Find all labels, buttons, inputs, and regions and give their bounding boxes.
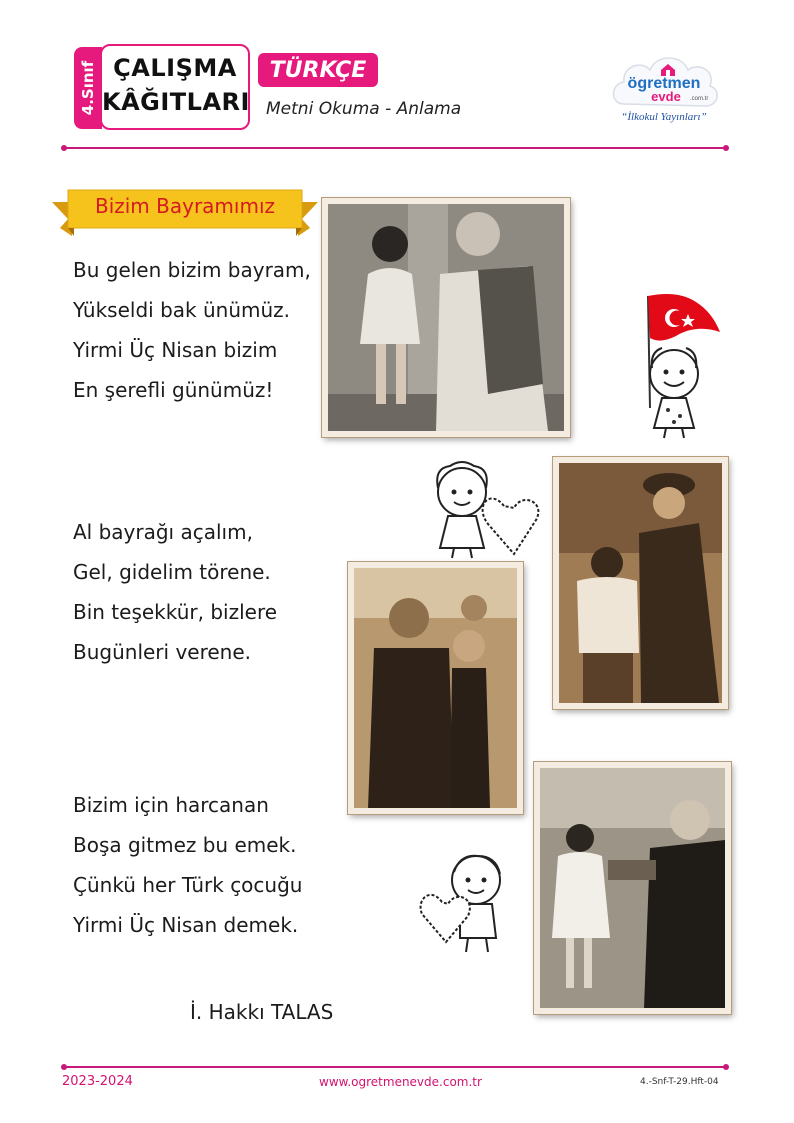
- poem-line: Gel, gidelim törene.: [73, 560, 271, 584]
- poem-line: Bu gelen bizim bayram,: [73, 258, 311, 282]
- poem-line: Yükseldi bak ünümüz.: [73, 298, 291, 322]
- worksheet-title-box: [100, 44, 250, 130]
- stanza-3: [73, 785, 302, 945]
- poem-title: Bizim Bayramımız: [94, 194, 276, 218]
- photo-leader-with-child: [553, 457, 728, 709]
- grade-label: 4.Sınıf: [79, 60, 97, 116]
- footer-year: 2023-2024: [62, 1074, 133, 1089]
- photo-girl-with-gift: [534, 762, 731, 1014]
- title-line-2: KÂĞITLARI: [102, 88, 250, 116]
- stanza-1: [73, 250, 311, 410]
- header-rule: [64, 147, 726, 149]
- stanza-2: [73, 512, 277, 672]
- footer-dot-right: [723, 1064, 729, 1070]
- girl-with-heart-icon: [418, 458, 546, 563]
- rule-dot-right: [723, 145, 729, 151]
- girl-with-flag-icon: [636, 288, 728, 443]
- vintage-photo-icon: [540, 768, 725, 1008]
- poem-line: Boşa gitmez bu emek.: [73, 833, 297, 857]
- cloud-logo-icon: [606, 48, 724, 130]
- svg-text:“İlkokul Yayınları”: “İlkokul Yayınları”: [621, 111, 707, 123]
- poem-line: Al bayrağı açalım,: [73, 520, 253, 544]
- footer-url[interactable]: www.ogretmenevde.com.tr: [319, 1075, 482, 1089]
- photo-leader-with-boy: [348, 562, 523, 814]
- poem-author: İ. Hakkı TALAS: [190, 1000, 334, 1024]
- poem-line: Bugünleri verene.: [73, 640, 252, 664]
- vintage-photo-icon: [559, 463, 722, 703]
- svg-text:.com.tr: .com.tr: [690, 96, 709, 102]
- footer-code: 4.-Snf-T-29.Hft-04: [640, 1077, 719, 1087]
- photo-girl-with-leader: [322, 198, 570, 437]
- vintage-photo-icon: [328, 204, 564, 431]
- footer-rule: [64, 1066, 726, 1068]
- topic-subtitle: Metni Okuma - Anlama: [266, 99, 462, 119]
- poem-line: Bin teşekkür, bizlere: [73, 600, 278, 624]
- grade-tab: [74, 47, 102, 129]
- boy-with-heart-icon: [416, 850, 516, 956]
- vintage-photo-icon: [354, 568, 517, 808]
- poem-line: Yirmi Üç Nisan demek.: [73, 913, 299, 937]
- title-line-1: ÇALIŞMA: [113, 54, 237, 82]
- subject-badge: TÜRKÇE: [258, 53, 378, 87]
- svg-text:evde: evde: [651, 89, 681, 104]
- poem-line: Yirmi Üç Nisan bizim: [73, 338, 278, 362]
- poem-line: En şerefli günümüz!: [73, 378, 274, 402]
- poem-line: Bizim için harcanan: [73, 793, 269, 817]
- poem-line: Çünkü her Türk çocuğu: [73, 873, 303, 897]
- publisher-logo: [606, 48, 724, 130]
- svg-text:ögretmen: ögretmen: [627, 75, 701, 92]
